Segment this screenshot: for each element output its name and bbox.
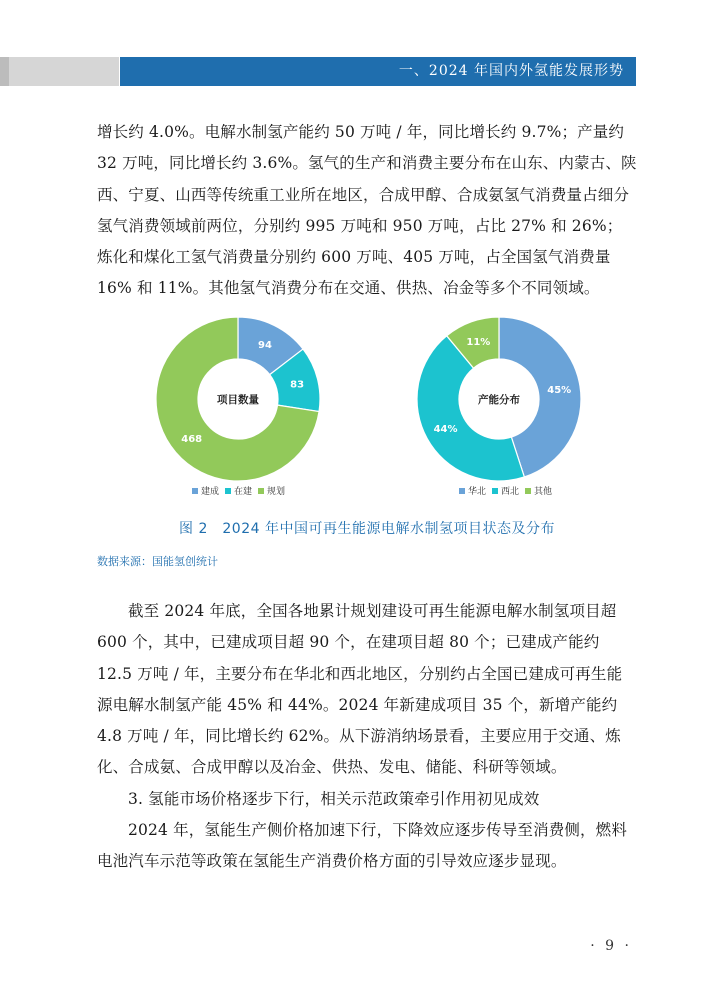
figure-charts xyxy=(97,314,637,504)
data-label: 468 xyxy=(181,434,203,446)
legend-label: 规划 xyxy=(267,487,286,497)
legend-label: 其他 xyxy=(534,487,553,497)
figure-caption: 图 2 2024 年中国可再生能源电解水制氢项目状态及分布 xyxy=(179,521,555,537)
legend-swatch xyxy=(258,488,264,494)
data-label: 11% xyxy=(466,337,491,349)
paragraph-2: 截至 2024 年底，全国各地累计规划建设可再生能源电解水制氢项目超 600 个，其中，已建成项目超 90 个，在建项目超 80 个；已建成产能约 12.5 万吨 / 年，主要分布在华北和西北地区，分别约占全国已建成可再生能源电解水制氢产能 45% 和 44%。2024 年新建成项目 35 个，新增产能约 4.8 万吨 / 年，同比增长约 62%。从下游消纳场景看，主要应用于交通、炼化、合成氨、合成甲醇以及冶金、供热、发电、储能、科研等领域。 xyxy=(97,602,623,777)
header-gray-tick xyxy=(0,57,9,86)
data-source: 数据来源：国能氢创统计 xyxy=(97,555,218,568)
legend-swatch xyxy=(459,488,465,494)
legend-swatch xyxy=(225,488,231,494)
legend-capacity-distribution xyxy=(459,484,552,497)
data-label: 45% xyxy=(547,384,572,396)
legend-swatch xyxy=(192,488,198,494)
legend-label: 在建 xyxy=(234,487,253,497)
donut-center-title: 产能分布 xyxy=(478,394,520,406)
donut-chart-project-count xyxy=(153,314,323,484)
data-label: 83 xyxy=(290,379,305,391)
data-label: 94 xyxy=(258,339,272,351)
legend-label: 华北 xyxy=(468,487,487,497)
legend-project-count xyxy=(192,484,285,497)
data-label: 44% xyxy=(433,423,458,435)
running-header-title: 一、2024 年国内外氢能发展形势 xyxy=(398,63,624,79)
legend-swatch xyxy=(525,488,531,494)
page-number: · 9 · xyxy=(590,938,632,954)
donut-center-title: 项目数量 xyxy=(217,394,259,406)
section-heading-3: 3. 氢能市场价格逐步下行，相关示范政策牵引作用初见成效 xyxy=(128,790,540,808)
legend-swatch xyxy=(492,488,498,494)
paragraph-1: 增长约 4.0%。电解水制氢产能约 50 万吨 / 年，同比增长约 9.7%；产量约 32 万吨，同比增长约 3.6%。氢气的生产和消费主要分布在山东、内蒙古、陕西、宁夏、山西等传统重工业所在地区，合成甲醇、合成氨氢气消费量占细分氢气消费领域前两位，分别约 995 万吨和 950 万吨，占比 27% 和 26%；炼化和煤化工氢气消费量分别约 600 万吨、405 万吨，占全国氢气消费量 16% 和 11%。其他氢气消费分布在交通、供热、冶金等多个不同领域。 xyxy=(97,123,637,298)
legend-label: 西北 xyxy=(501,487,520,497)
header-gray-band xyxy=(0,57,119,86)
legend-label: 建成 xyxy=(201,487,220,497)
donut-chart-capacity-distribution xyxy=(414,314,584,484)
paragraph-3: 2024 年，氢能生产侧价格加速下行，下降效应逐步传导至消费侧，燃料电池汽车示范等政策在氢能生产消费价格方面的引导效应逐步显现。 xyxy=(97,821,627,871)
